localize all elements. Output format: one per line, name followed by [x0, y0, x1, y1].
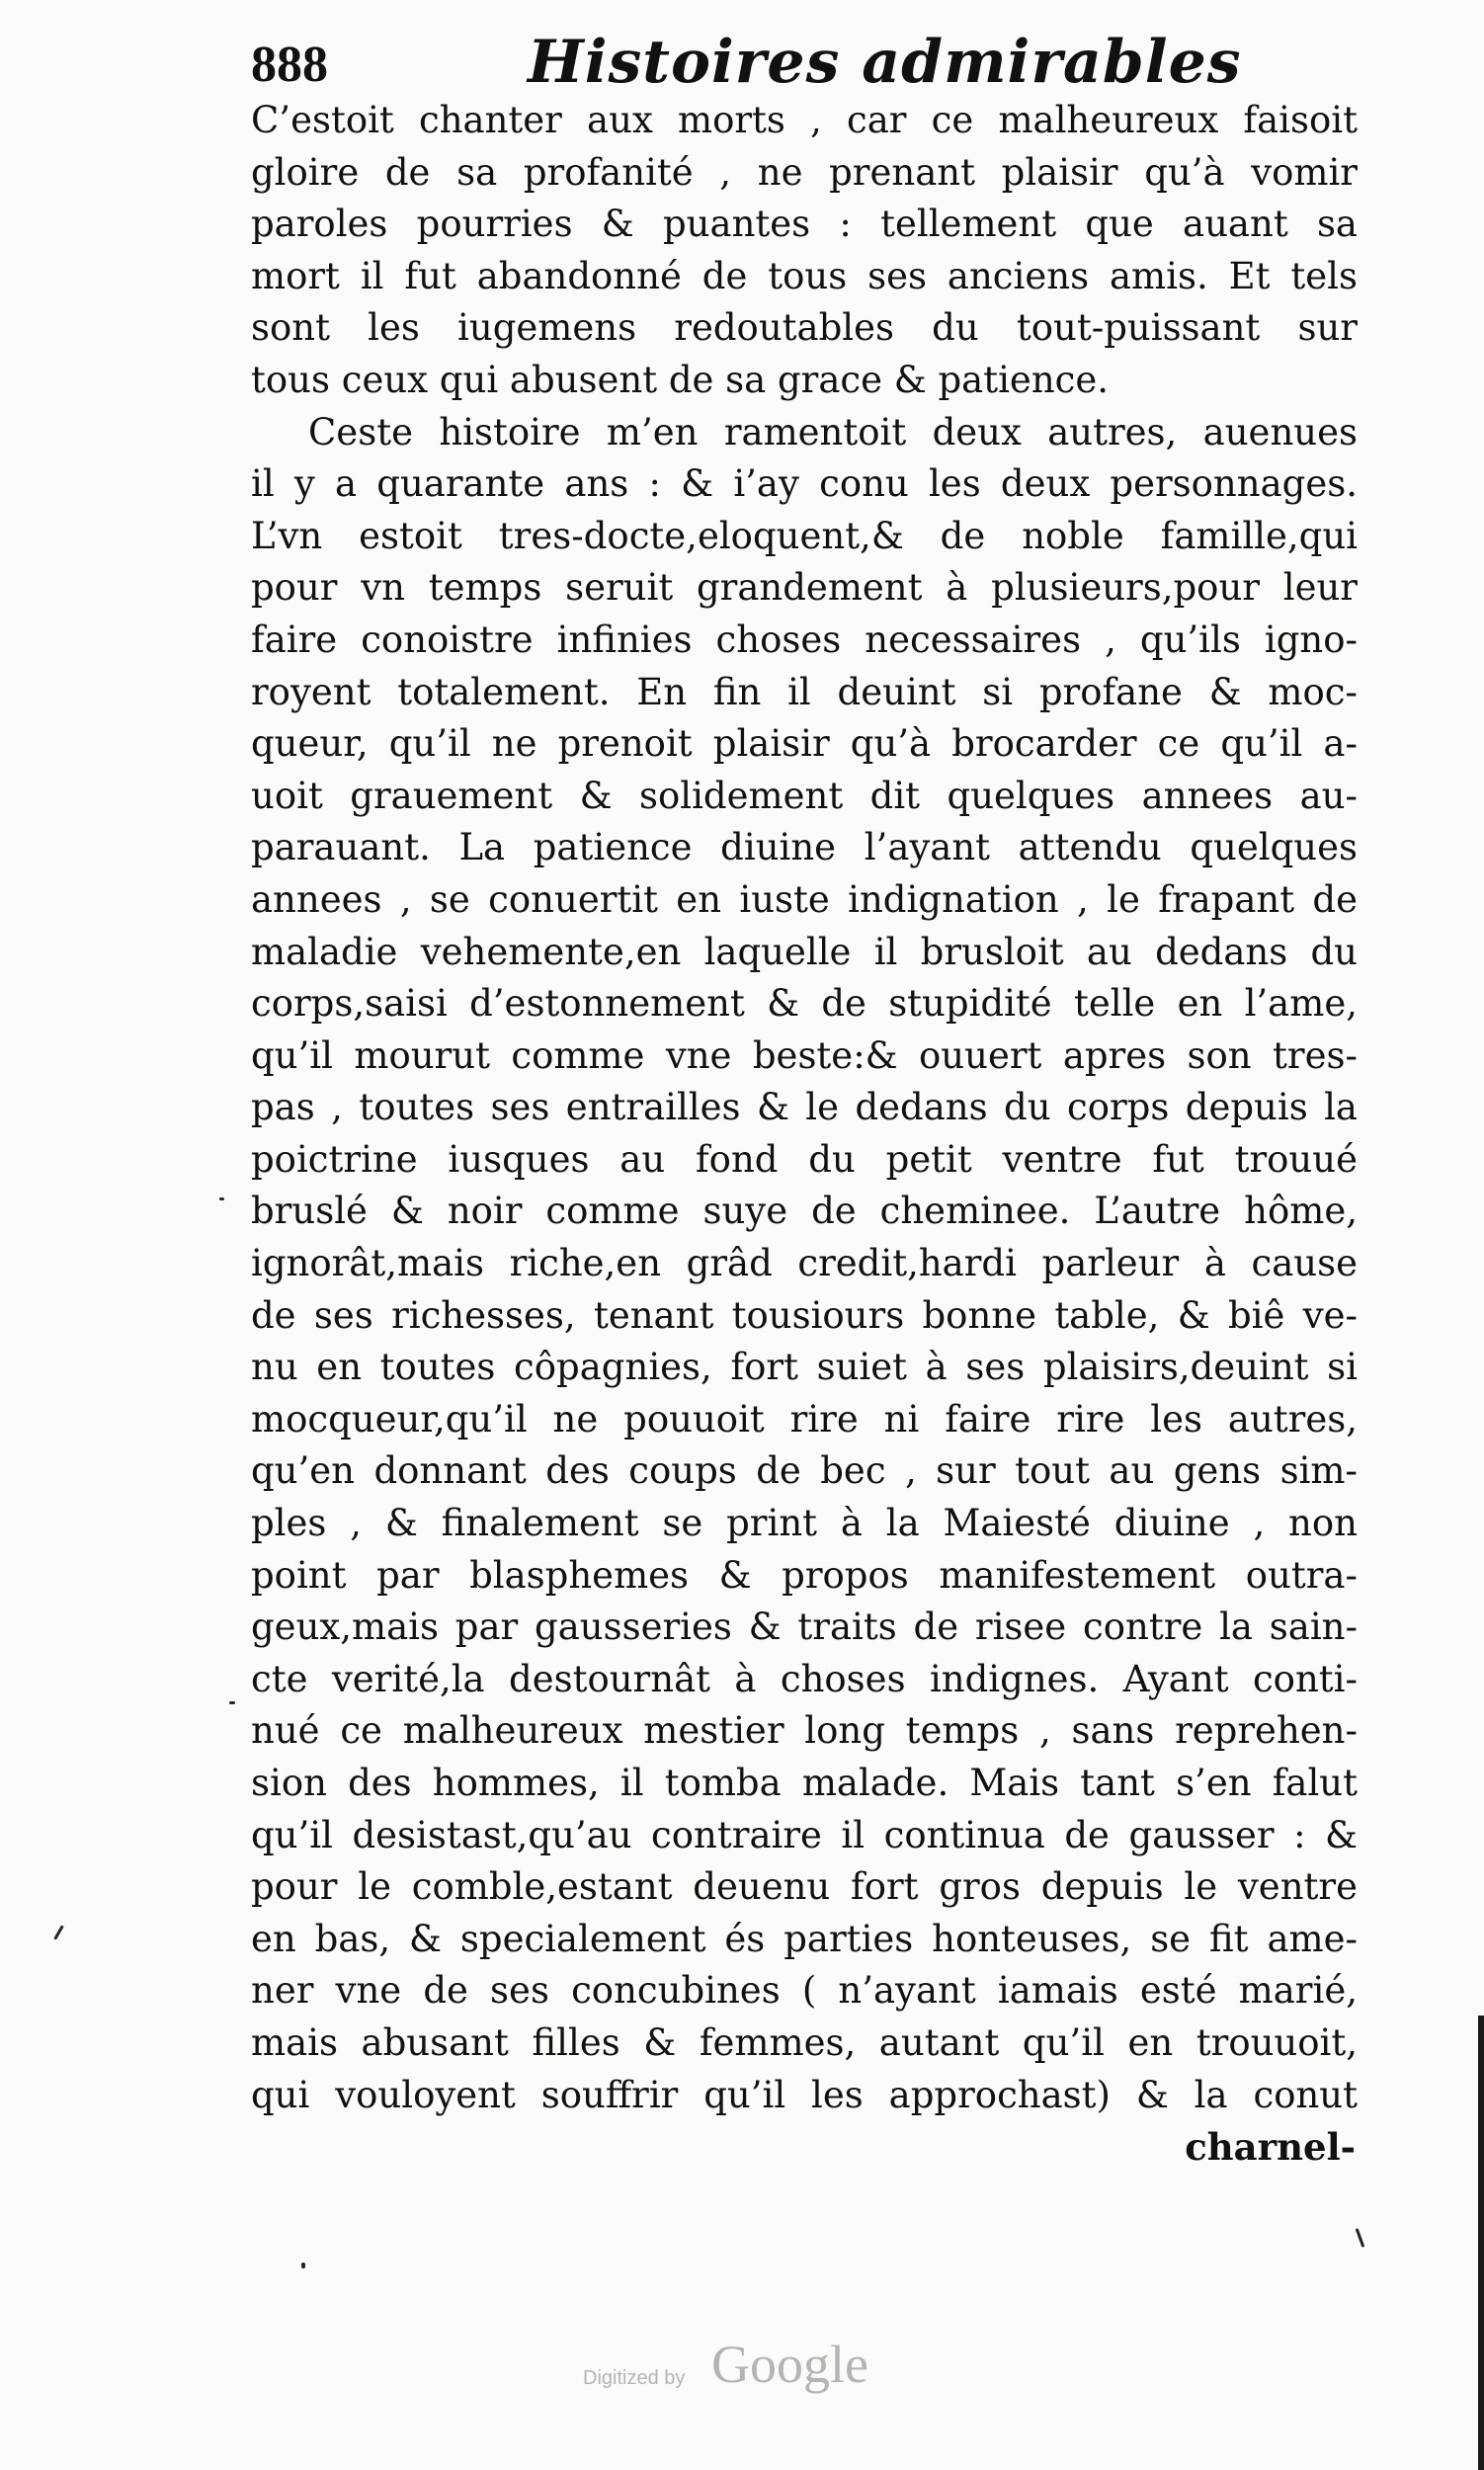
text-line: en bas, & specialement és parties honteuses, se fit ame-: [251, 1917, 1358, 1960]
text-line: geux,mais par gausseries & traits de risee contre la sain-: [251, 1606, 1358, 1649]
text-line: uoit grauement & solidement dit quelques annees au-: [251, 774, 1358, 817]
catchword: charnel-: [1185, 2125, 1356, 2169]
text-line: de ses richesses, tenant tousiours bonne table, & biê ve-: [251, 1293, 1358, 1337]
running-title: Histoires admirables: [528, 28, 1242, 97]
text-line: qui vouloyent souffrir qu’il les approchast) & la conut: [251, 2073, 1358, 2116]
scan-edge-shadow: [1478, 2016, 1484, 2470]
text-line: qu’il mourut comme vne beste:& ouuert apres son tres-: [251, 1033, 1358, 1077]
text-line: poictrine iusques au fond du petit ventre fut trouué: [251, 1137, 1358, 1181]
text-line: paroles pourries & puantes : tellement que auant sa: [251, 203, 1358, 246]
text-line: gloire de sa profanité , ne prenant plaisir qu’à vomir: [251, 150, 1358, 194]
ink-speck: [53, 1925, 64, 1939]
digitized-label: Digitized by: [583, 2367, 686, 2389]
text-line: point par blasphemes & propos manifestement outra-: [251, 1553, 1358, 1597]
text-line: maladie vehemente,en laquelle il brusloit au dedans du: [251, 930, 1358, 973]
google-logo: Google: [711, 2335, 868, 2394]
text-line: mocqueur,qu’il ne pouuoit rire ni faire rire les autres,: [251, 1397, 1358, 1441]
text-line: L’vn estoit tres-docte,eloquent,& de noble famille,qui: [251, 514, 1358, 557]
text-line: mort il fut abandonné de tous ses anciens amis. Et tels: [251, 254, 1358, 297]
text-line: cte verité,la destournât à choses indignes. Ayant conti-: [251, 1657, 1358, 1700]
text-line: tous ceux qui abusent de sa grace & patience.: [251, 358, 1110, 401]
text-line: Ceste histoire m’en ramentoit deux autres, auenues: [308, 410, 1358, 453]
text-line: corps,saisi d’estonnement & de stupidité telle en l’ame,: [251, 982, 1358, 1026]
ink-speck: [301, 2263, 305, 2268]
text-line: C’estoit chanter aux morts , car ce malheureux faisoit: [251, 99, 1358, 141]
text-line: nué ce malheureux mestier long temps , sans reprehen-: [251, 1709, 1358, 1753]
text-line: ples , & finalement se print à la Maiesté diuine , non: [251, 1502, 1358, 1545]
text-line: sion des hommes, il tomba malade. Mais tant s’en falut: [251, 1762, 1358, 1804]
text-line: royent totalement. En fin il deuint si profane & moc-: [251, 670, 1358, 713]
text-line: nu en toutes côpagnies, fort suiet à ses plaisirs,deuint si: [251, 1346, 1358, 1389]
page-number: 888: [251, 37, 328, 93]
text-line: qu’il desistast,qu’au contraire il continua de gausser : &: [251, 1813, 1358, 1856]
text-line: mais abusant filles & femmes, autant qu’il en trouuoit,: [251, 2020, 1358, 2064]
digitized-by-google-watermark: [583, 2334, 919, 2403]
text-line: qu’en donnant des coups de bec , sur tout au gens sim-: [251, 1449, 1358, 1493]
text-line: ignorât,mais riche,en grâd credit,hardi parleur à cause: [251, 1242, 1358, 1285]
text-line: queur, qu’il ne prenoit plaisir qu’à brocarder ce qu’il a-: [251, 722, 1358, 766]
ink-speck: [229, 1701, 235, 1704]
text-line: pas , toutes ses entrailles & le dedans du corps depuis la: [251, 1086, 1358, 1129]
ink-speck: [219, 1197, 224, 1200]
text-line: il y a quarante ans : & i’ay conu les deux personnages.: [251, 462, 1358, 506]
text-line: ner vne de ses concubines ( n’ayant iamais esté marié,: [251, 1969, 1358, 2013]
text-line: faire conoistre infinies choses necessaires , qu’ils igno-: [251, 618, 1358, 661]
text-line: parauant. La patience diuine l’ayant attendu quelques: [251, 826, 1358, 869]
text-line: pour vn temps seruit grandement à plusieurs,pour leur: [251, 566, 1358, 610]
text-line: sont les iugemens redoutables du tout-puissant sur: [251, 306, 1358, 350]
ink-speck: [1356, 2228, 1365, 2248]
body-text: [251, 95, 1358, 2121]
text-line: annees , se conuertit en iuste indignation , le frapant de: [251, 877, 1358, 921]
text-line: pour le comble,estant deuenu fort gros depuis le ventre: [251, 1865, 1358, 1909]
text-line: bruslé & noir comme suye de cheminee. L’autre hôme,: [251, 1190, 1358, 1233]
